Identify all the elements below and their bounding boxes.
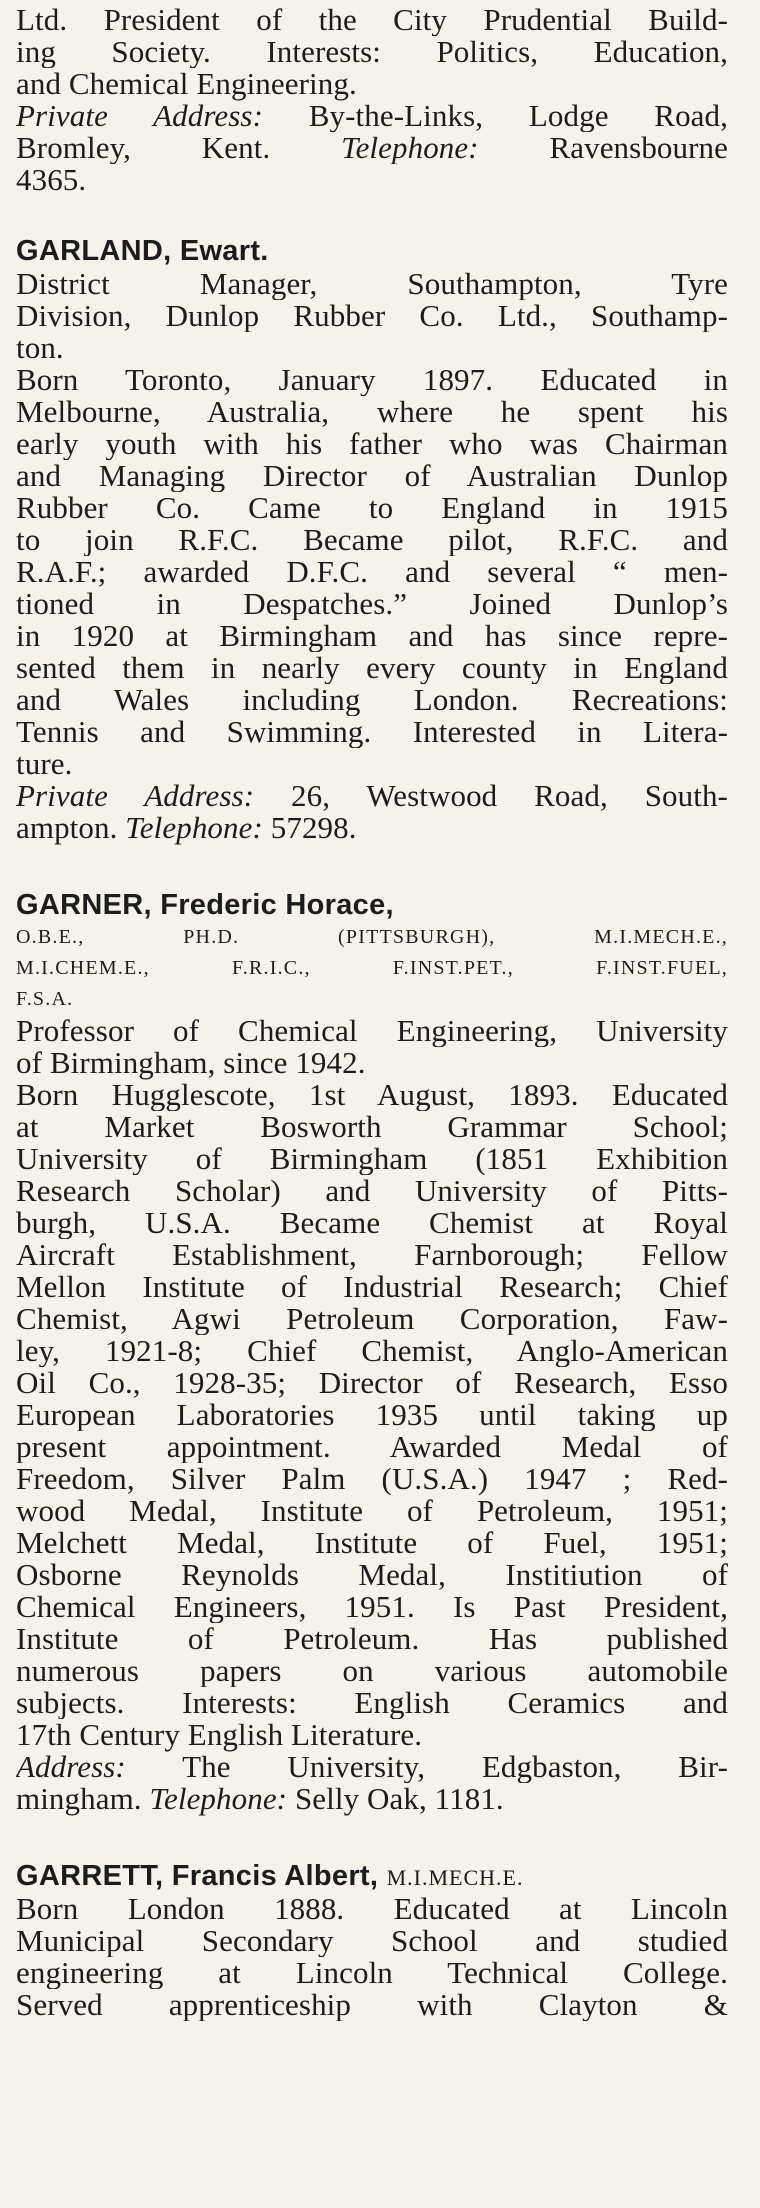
qualifications-line: M.I.CHEM.E., F.R.I.C., F.INST.PET., F.INST.FUEL, [16,957,728,979]
body-line: Research Scholar) and University of Pitts- [16,1175,728,1207]
body-line: Melchett Medal, Institute of Fuel, 1951; [16,1527,728,1559]
body-line: R.A.F.; awarded D.F.C. and several “ men- [16,556,728,588]
address-text: Bromley, Kent. [16,132,342,164]
body-line: engineering at Lincoln Technical College. [16,1957,728,1989]
body-line: and Chemical Engineering. [16,66,357,101]
body-line: and Wales including London. Recreations: [16,684,728,716]
qualifications-line: F.S.A. [16,988,74,1010]
entry-previous-continued [16,4,728,196]
body-line: Born Hugglescote, 1st August, 1893. Educated [16,1079,728,1111]
body-line: of Birmingham, since 1942. [16,1045,366,1080]
address-line [16,132,728,164]
entry-forenames: Frederic Horace, [160,889,394,921]
body-line: District Manager, Southampton, Tyre [16,268,728,300]
telephone-text: Selly Oak, 1181. [287,1781,504,1816]
address-label: Address: [16,1751,126,1783]
body-line: Division, Dunlop Rubber Co. Ltd., Southamp- [16,300,728,332]
body-line: Municipal Secondary School and studied [16,1925,728,1957]
address-line [16,812,728,844]
body-line: sented them in nearly every county in England [16,652,728,684]
qualifications-line: O.B.E., PH.D. (PITTSBURGH), M.I.MECH.E., [16,926,728,948]
entry-garland [16,234,728,844]
entry-forenames: Ewart. [179,235,269,267]
body-line: Born Toronto, January 1897. Educated in [16,364,728,396]
body-line: Born London 1888. Educated at Lincoln [16,1893,728,1925]
entry-heading [16,888,728,922]
address-line [16,780,728,812]
body-line: Aircraft Establishment, Farnborough; Fellow [16,1239,728,1271]
body-line: and Managing Director of Australian Dunlop [16,460,728,492]
text-column [16,4,728,2021]
body-line: 17th Century English Literature. [16,1717,423,1752]
body-line: Melbourne, Australia, where he spent his [16,396,728,428]
body-line: Oil Co., 1928-35; Director of Research, Esso [16,1367,728,1399]
address-line [16,1751,728,1783]
body-line: Chemical Engineers, 1951. Is Past President, [16,1591,728,1623]
body-line: Rubber Co. Came to England in 1915 [16,492,728,524]
address-line [16,1783,728,1815]
body-line: Osborne Reynolds Medal, Institiution of [16,1559,728,1591]
address-line [16,100,728,132]
body-line: present appointment. Awarded Medal of [16,1431,728,1463]
body-line: burgh, U.S.A. Became Chemist at Royal [16,1207,728,1239]
telephone-label: Telephone: [341,132,479,164]
entry-surname: GARRETT, [16,1860,164,1892]
address-text: The University, Edgbaston, Bir- [125,1751,728,1783]
address-text: mingham. [16,1781,150,1816]
body-line: tioned in Despatches.” Joined Dunlop’s [16,588,728,620]
body-line: Freedom, Silver Palm (U.S.A.) 1947 ; Red- [16,1463,728,1495]
entry-forenames: Francis Albert, [171,1860,379,1892]
address-text: ampton. [16,810,126,845]
body-line: Tennis and Swimming. Interested in Litera- [16,716,728,748]
entry-gap [16,1815,728,1859]
entry-garner [16,888,728,1815]
body-line: Ltd. President of the City Prudential Build- [16,4,728,36]
entry-garrett [16,1859,728,2021]
telephone-label: Telephone: [149,1781,288,1816]
entry-heading-qualifications: M.I.MECH.E. [386,1865,524,1890]
body-line: subjects. Interests: English Ceramics and [16,1687,728,1719]
body-line: Professor of Chemical Engineering, University [16,1015,728,1047]
address-text: 26, Westwood Road, South- [254,780,728,812]
body-line: at Market Bosworth Grammar School; [16,1111,728,1143]
address-label: Private Address: [16,100,263,132]
entry-surname: GARLAND, [16,235,172,267]
address-line [16,164,728,196]
body-line: ture. [16,746,73,781]
body-line: European Laboratories 1935 until taking up [16,1399,728,1431]
address-text: By-the-Links, Lodge Road, [263,100,728,132]
body-line: numerous papers on various automobile [16,1655,728,1687]
entry-gap [16,196,728,234]
telephone-label: Telephone: [125,810,263,845]
body-line: to join R.F.C. Became pilot, R.F.C. and [16,524,728,556]
body-line: Mellon Institute of Industrial Research; Chief [16,1271,728,1303]
body-line: University of Birmingham (1851 Exhibition [16,1143,728,1175]
entry-gap [16,844,728,888]
body-line: Served apprenticeship with Clayton & [16,1989,728,2021]
body-line: ton. [16,330,64,365]
telephone-text: 57298. [262,810,357,845]
telephone-number: 4365. [16,162,87,197]
body-line: wood Medal, Institute of Petroleum, 1951; [16,1495,728,1527]
body-line: in 1920 at Birmingham and has since repre- [16,620,728,652]
body-line: ing Society. Interests: Politics, Education, [16,36,728,68]
body-line: Chemist, Agwi Petroleum Corporation, Faw- [16,1303,728,1335]
address-label: Private Address: [16,780,255,812]
entry-heading [16,234,728,268]
body-line: early youth with his father who was Chairman [16,428,728,460]
entry-heading [16,1859,728,1893]
body-line: ley, 1921-8; Chief Chemist, Anglo-American [16,1335,728,1367]
body-line: Institute of Petroleum. Has published [16,1623,728,1655]
entry-surname: GARNER, [16,889,152,921]
telephone-text: Ravensbourne [478,132,728,164]
